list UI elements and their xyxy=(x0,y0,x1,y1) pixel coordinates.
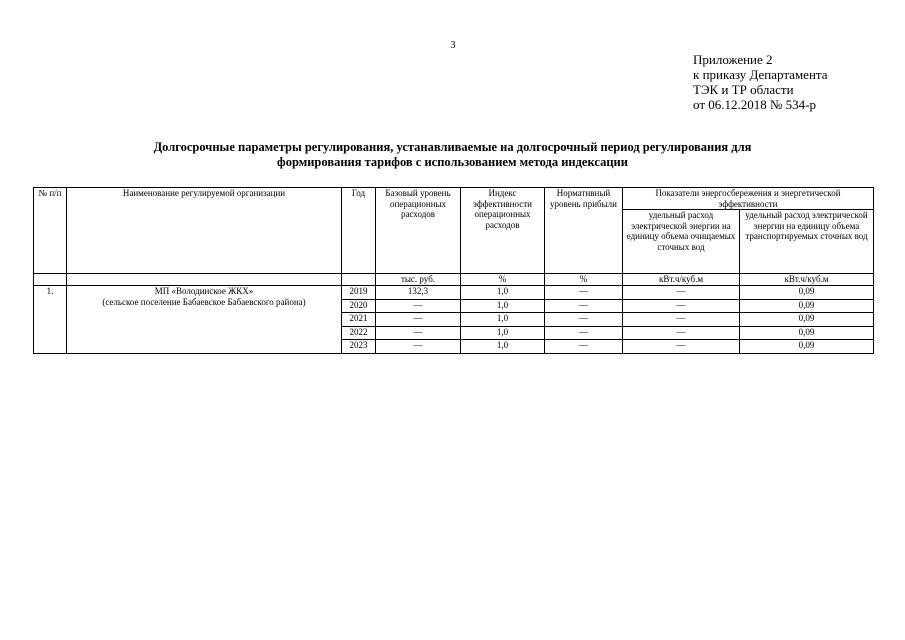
cell-index: 1,0 xyxy=(461,340,545,354)
cell-index: 1,0 xyxy=(461,326,545,340)
unit-energy-transported: кВт.ч/куб.м xyxy=(740,274,874,286)
header-energy-group: Показатели энергосбережения и энергетической эффективности xyxy=(623,188,874,210)
cell-profit: — xyxy=(545,286,623,300)
cell-base-cost: — xyxy=(376,340,461,354)
header-num: № п/п xyxy=(34,188,67,274)
cell-profit: — xyxy=(545,326,623,340)
cell-year: 2019 xyxy=(342,286,376,300)
unit-energy-treated: кВт.ч/куб.м xyxy=(623,274,740,286)
header-org: Наименование регулируемой организации xyxy=(67,188,342,274)
cell-base-cost: — xyxy=(376,299,461,313)
title-line: Долгосрочные параметры регулирования, устанавливаемые на долгосрочный период регулирования для xyxy=(153,140,752,154)
unit-empty xyxy=(67,274,342,286)
cell-index: 1,0 xyxy=(461,313,545,327)
cell-year: 2023 xyxy=(342,340,376,354)
cell-index: 1,0 xyxy=(461,299,545,313)
cell-energy-transported: 0,09 xyxy=(740,286,874,300)
parameters-table xyxy=(33,187,874,354)
appendix-line: Приложение 2 xyxy=(693,52,773,67)
cell-energy-transported: 0,09 xyxy=(740,313,874,327)
appendix-line: ТЭК и ТР области xyxy=(693,82,794,97)
header-profit: Нормативный уровень прибыли xyxy=(545,188,623,274)
title-line: формирования тарифов с использованием метода индексации xyxy=(277,155,628,169)
appendix-line: от 06.12.2018 № 534-р xyxy=(693,97,816,112)
cell-year: 2020 xyxy=(342,299,376,313)
unit-base-cost: тыс. руб. xyxy=(376,274,461,286)
table-row xyxy=(34,286,874,300)
cell-base-cost: 132,3 xyxy=(376,286,461,300)
cell-energy-treated: — xyxy=(623,340,740,354)
header-base-cost: Базовый уровень операционных расходов xyxy=(376,188,461,274)
header-energy-treated: удельный расход электрической энергии на единицу объема очищаемых сточных вод xyxy=(623,210,740,274)
header-index: Индекс эффективности операционных расходов xyxy=(461,188,545,274)
unit-profit: % xyxy=(545,274,623,286)
cell-base-cost: — xyxy=(376,313,461,327)
header-energy-transported: удельный расход электрической энергии на единицу объема транспортируемых сточных вод xyxy=(740,210,874,274)
cell-energy-transported: 0,09 xyxy=(740,340,874,354)
org-name: МП «Володинское ЖКХ» xyxy=(154,286,254,296)
header-year: Год xyxy=(342,188,376,274)
org-location: (сельское поселение Бабаевское Бабаевского района) xyxy=(102,296,306,307)
appendix-block xyxy=(693,52,893,112)
cell-energy-transported: 0,09 xyxy=(740,326,874,340)
unit-empty xyxy=(342,274,376,286)
cell-profit: — xyxy=(545,299,623,313)
page-number: 3 xyxy=(450,40,456,51)
cell-energy-treated: — xyxy=(623,299,740,313)
cell-energy-treated: — xyxy=(623,313,740,327)
cell-profit: — xyxy=(545,313,623,327)
cell-profit: — xyxy=(545,340,623,354)
org-name-cell xyxy=(67,286,342,354)
unit-index: % xyxy=(461,274,545,286)
org-number: 1. xyxy=(34,286,67,354)
cell-index: 1,0 xyxy=(461,286,545,300)
cell-energy-treated: — xyxy=(623,326,740,340)
cell-base-cost: — xyxy=(376,326,461,340)
document-title xyxy=(40,140,865,170)
unit-empty xyxy=(34,274,67,286)
cell-energy-treated: — xyxy=(623,286,740,300)
appendix-line: к приказу Департамента xyxy=(693,67,828,82)
cell-energy-transported: 0,09 xyxy=(740,299,874,313)
cell-year: 2022 xyxy=(342,326,376,340)
cell-year: 2021 xyxy=(342,313,376,327)
